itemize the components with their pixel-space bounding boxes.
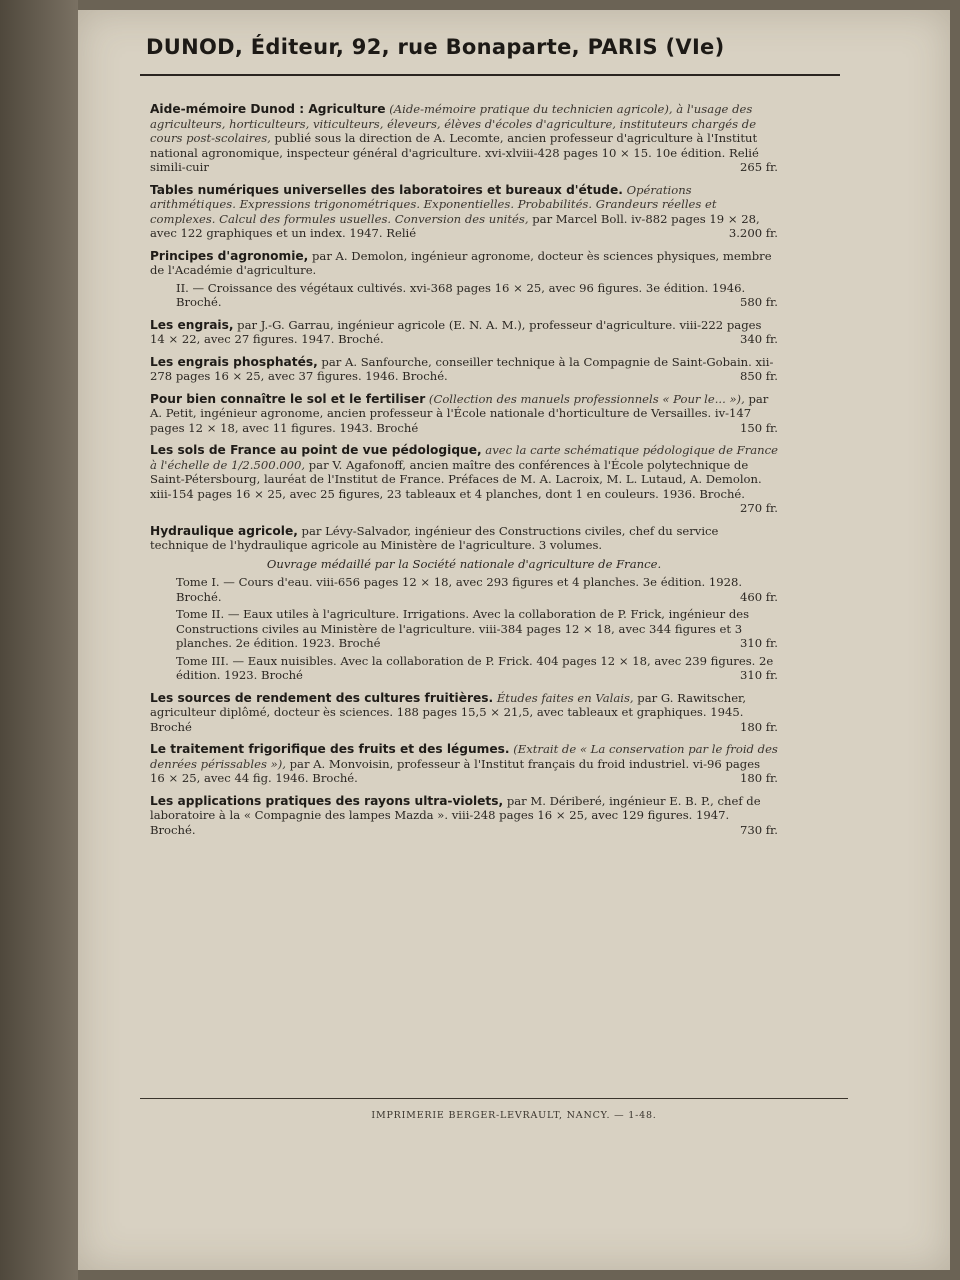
publisher-name: DUNOD [146,35,235,59]
award-note: Ouvrage médaillé par la Société nationale d'agriculture de France. [266,556,662,571]
entry-price: 265 fr. [739,160,778,174]
volume-price: 580 fr. [739,295,778,309]
entry-subtitle: (Extrait de « La conservation par le froid des denrées périssables »), [150,742,778,771]
catalog-entry [150,183,778,241]
entry-description: par A. Petit, ingénieur agronome, ancien professeur à l'École nationale d'horticulture de Versailles. iv-147 pages 12 × 18, avec 11 figures. 1943. Broché [150,391,769,435]
catalog-entry [150,742,778,786]
document-page [78,10,950,1270]
catalog-entry [150,318,778,347]
tome-entry [150,607,778,651]
entry-subtitle: Études faites en Valais, [493,690,634,705]
entry-price: 340 fr. [739,332,778,346]
tome-price: 310 fr. [739,636,778,650]
catalog-list [150,102,778,845]
entry-price: 270 fr. [739,501,778,515]
entry-description: par Marcel Boll. iv-882 pages 19 × 28, avec 122 graphiques et un index. 1947. Relié [150,211,760,240]
entry-description: par A. Monvoisin, professeur à l'Institut français du froid industriel. vi-96 pages 16 × 25, avec 44 fig. 1946. Broché. [150,756,761,785]
entry-subtitle: Opérations arithmétiques. Expressions trigonométriques. Exponentielles. Probabilités. Grandeurs réelles et complexes. Calcul des formules usuelles. Conversion des unités, [150,182,717,226]
tome-description: Tome I. — Cours d'eau. viii-656 pages 12 × 18, avec 293 figures et 4 planches. 3e édition. 1928. Broché. [176,575,743,604]
publisher-address: , Éditeur, 92, rue Bonaparte, [234,35,588,59]
entry-title: Hydraulique agricole, [150,523,298,538]
entry-description: publié sous la direction de A. Lecomte, ancien professeur d'agriculture à l'Institut national agronomique, inspecteur général d'agriculture. xvi-xlviii-428 pages 10 × 15. 10e édition. Relié simili-cuir [150,131,759,174]
publisher-header [146,35,846,59]
entry-title: Les engrais phosphatés, [150,354,318,369]
entry-price: 180 fr. [739,719,778,734]
entry-price: 850 fr. [739,369,778,383]
entry-title: Tables numériques universelles des laboratoires et bureaux d'étude. [150,182,623,197]
tome-entry [150,654,778,683]
entry-description: par J.-G. Garrau, ingénieur agricole (E. N. A. M.), professeur d'agriculture. viii-222 pages 14 × 22, avec 27 figures. 1947. Broché. [150,317,762,346]
entry-title: Pour bien connaître le sol et le fertiliser [150,391,426,406]
entry-price: 3.200 fr. [728,226,778,240]
entry-description: par V. Agafonoff, ancien maître des conférences à l'École polytechnique de Saint-Pétersbourg, lauréat de l'Institut de France. Préfaces de M. A. Lacroix, M. L. Lutaud, A. Demolon. xiii-154 pages 16 × 25, avec 25 figures, 23 tableaux et 4 planches, dont 1 en couleurs. 1936. Broché. [150,457,762,501]
entry-description: par Lévy-Salvador, ingénieur des Constructions civiles, chef du service technique de l'hydraulique agricole au Ministère de l'agriculture. 3 volumes. [150,523,719,552]
tome-price: 460 fr. [739,589,778,604]
header-divider [140,74,840,76]
entry-title: Les applications pratiques des rayons ultra-violets, [150,793,504,808]
catalog-entry [150,524,778,683]
tome-description: Tome III. — Eaux nuisibles. Avec la collaboration de P. Frick. 404 pages 12 × 18, avec 239 figures. 2e édition. 1923. Broché [176,653,774,682]
tome-description: Tome II. — Eaux utiles à l'agriculture. Irrigations. Avec la collaboration de P. Frick, ingénieur des Constructions civiles au Ministère de l'agriculture. viii-384 pages 12 × 18, avec 344 figures et 3 planches. 2e édition. 1923. Broché [176,607,750,650]
entry-title: Les sols de France au point de vue pédologique, [150,443,482,457]
entry-title: Les sources de rendement des cultures fruitières. [150,690,494,705]
catalog-entry [150,443,778,516]
entry-description: par G. Rawitscher, agriculteur diplômé, docteur ès sciences. 188 pages 15,5 × 21,5, avec tableaux et graphiques. 1945. Broché [150,690,747,734]
entry-subtitle: (Collection des manuels professionnels « Pour le... »), [425,391,745,406]
catalog-entry [150,691,778,735]
volume-description: II. — Croissance des végétaux cultivés. xvi-368 pages 16 × 25, avec 96 figures. 3e édition. 1946. Broché. [176,280,746,309]
entry-subtitle: (Aide-mémoire pratique du technicien agricole), à l'usage des agriculteurs, horticulteurs, viticulteurs, éleveurs, élèves d'écoles d'agriculture, instituteurs chargés de cours post-scolaires, [150,102,757,145]
tome-entry [150,575,778,604]
catalog-entry [150,355,778,384]
printer-imprint: IMPRIMERIE BERGER-LEVRAULT, NANCY. — 1-48. [371,1110,657,1121]
entry-description: par M. Dériberé, ingénieur E. B. P., chef de laboratoire à la « Compagnie des lampes Mazda ». viii-248 pages 16 × 25, avec 129 figures. 1947. Broché. [150,793,761,837]
entry-volume [150,281,778,310]
entry-title: Principes d'agronomie, [150,248,309,263]
entry-price: 180 fr. [739,771,778,785]
catalog-entry [150,102,778,175]
catalog-entry [150,392,778,436]
entry-description: par A. Demolon, ingénieur agronome, docteur ès sciences physiques, membre de l'Académie d'agriculture. [150,248,772,277]
entry-subtitle: avec la carte schématique pédologique de France à l'échelle de 1/2.500.000, [150,443,778,472]
entry-price: 150 fr. [739,420,778,435]
publisher-city: PARIS (VIe) [587,35,725,59]
tome-price: 310 fr. [739,668,778,682]
footer-divider [140,1098,848,1099]
entry-price: 730 fr. [739,822,778,837]
entry-description: par A. Sanfourche, conseiller technique à la Compagnie de Saint-Gobain. xii-278 pages 16 × 25, avec 37 figures. 1946. Broché. [150,354,774,383]
entry-title: Le traitement frigorifique des fruits et des légumes. [150,742,510,756]
catalog-entry [150,794,778,838]
background-edge [0,0,78,1280]
catalog-entry [150,249,778,310]
entry-title: Aide-mémoire Dunod : Agriculture [150,102,386,116]
entry-title: Les engrais, [150,317,234,332]
